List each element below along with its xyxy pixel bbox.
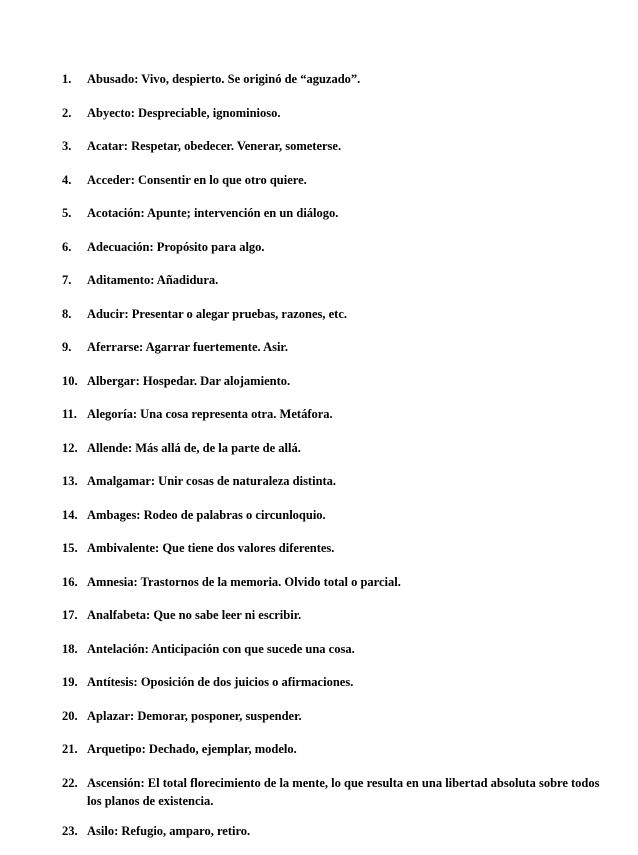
item-number: 19.	[62, 675, 78, 689]
list-item	[62, 70, 610, 88]
list-item	[62, 822, 610, 840]
item-text: Adecuación: Propósito para algo.	[87, 239, 265, 254]
item-text: Abyecto: Despreciable, ignominioso.	[87, 105, 281, 120]
item-text: Ambivalente: Que tiene dos valores diferentes.	[87, 541, 335, 555]
item-text: Ambages: Rodeo de palabras o circunloquio.	[87, 507, 326, 522]
item-number: 18.	[62, 641, 78, 656]
item-number: 23.	[62, 823, 78, 838]
item-number: 10.	[62, 373, 78, 388]
item-number: 16.	[62, 574, 78, 589]
item-number: 7.	[62, 273, 72, 287]
list-item	[62, 472, 610, 490]
list-item	[62, 573, 610, 591]
item-number: 17.	[62, 608, 78, 622]
item-text: Acotación: Apunte; intervención en un diálogo.	[87, 206, 339, 220]
item-number: 15.	[62, 541, 78, 555]
list-item	[62, 774, 610, 810]
list-item	[62, 204, 610, 222]
item-text: Aplazar: Demorar, posponer, suspender.	[87, 708, 302, 723]
list-item	[62, 271, 610, 289]
list-item	[62, 673, 610, 691]
item-text: Allende: Más allá de, de la parte de allá.	[87, 440, 301, 455]
item-text: Alegoría: Una cosa representa otra. Metáfora.	[87, 407, 333, 421]
item-text: Acceder: Consentir en lo que otro quiere.	[87, 172, 307, 187]
list-item	[62, 372, 610, 390]
item-number: 2.	[62, 105, 72, 120]
item-text: Abusado: Vivo, despierto. Se originó de “aguzado”.	[87, 72, 361, 86]
list-item	[62, 707, 610, 725]
item-text: Antítesis: Oposición de dos juicios o afirmaciones.	[87, 675, 354, 689]
item-number: 5.	[62, 206, 72, 220]
item-number: 20.	[62, 708, 78, 723]
list-item	[62, 539, 610, 557]
item-number: 1.	[62, 72, 72, 86]
item-number: 6.	[62, 239, 72, 254]
item-text: Acatar: Respetar, obedecer. Venerar, someterse.	[87, 139, 342, 153]
vocabulary-list	[62, 70, 610, 855]
list-item	[62, 439, 610, 457]
item-number: 12.	[62, 440, 78, 455]
item-text: Antelación: Anticipación con que sucede una cosa.	[87, 641, 355, 656]
item-text: Aferrarse: Agarrar fuertemente. Asir.	[87, 340, 288, 354]
item-text: Albergar: Hospedar. Dar alojamiento.	[87, 373, 291, 388]
list-item	[62, 506, 610, 524]
item-number: 11.	[62, 407, 77, 421]
list-item	[62, 137, 610, 155]
list-item	[62, 740, 610, 758]
item-text: Aditamento: Añadidura.	[87, 273, 219, 287]
item-text: Amalgamar: Unir cosas de naturaleza distinta.	[87, 474, 337, 488]
list-item	[62, 338, 610, 356]
list-item	[62, 405, 610, 423]
list-item	[62, 238, 610, 256]
item-number: 3.	[62, 139, 72, 153]
item-number: 14.	[62, 507, 78, 522]
list-item	[62, 640, 610, 658]
list-item	[62, 171, 610, 189]
item-text: Aducir: Presentar o alegar pruebas, razones, etc.	[87, 306, 348, 321]
list-item	[62, 606, 610, 624]
item-number: 22.	[62, 775, 78, 790]
item-number: 9.	[62, 340, 72, 354]
item-text: Analfabeta: Que no sabe leer ni escribir.	[87, 608, 302, 622]
item-text: Ascensión: El total florecimiento de la mente, lo que resulta en una libertad absoluta sobre todos los planos de existencia.	[87, 775, 600, 808]
list-item	[62, 104, 610, 122]
item-text: Amnesia: Trastornos de la memoria. Olvido total o parcial.	[87, 574, 401, 589]
item-number: 8.	[62, 306, 72, 321]
list-item	[62, 305, 610, 323]
item-number: 4.	[62, 172, 72, 187]
item-text: Arquetipo: Dechado, ejemplar, modelo.	[87, 742, 297, 756]
item-number: 21.	[62, 742, 78, 756]
item-number: 13.	[62, 474, 78, 488]
item-text: Asilo: Refugio, amparo, retiro.	[87, 823, 251, 838]
